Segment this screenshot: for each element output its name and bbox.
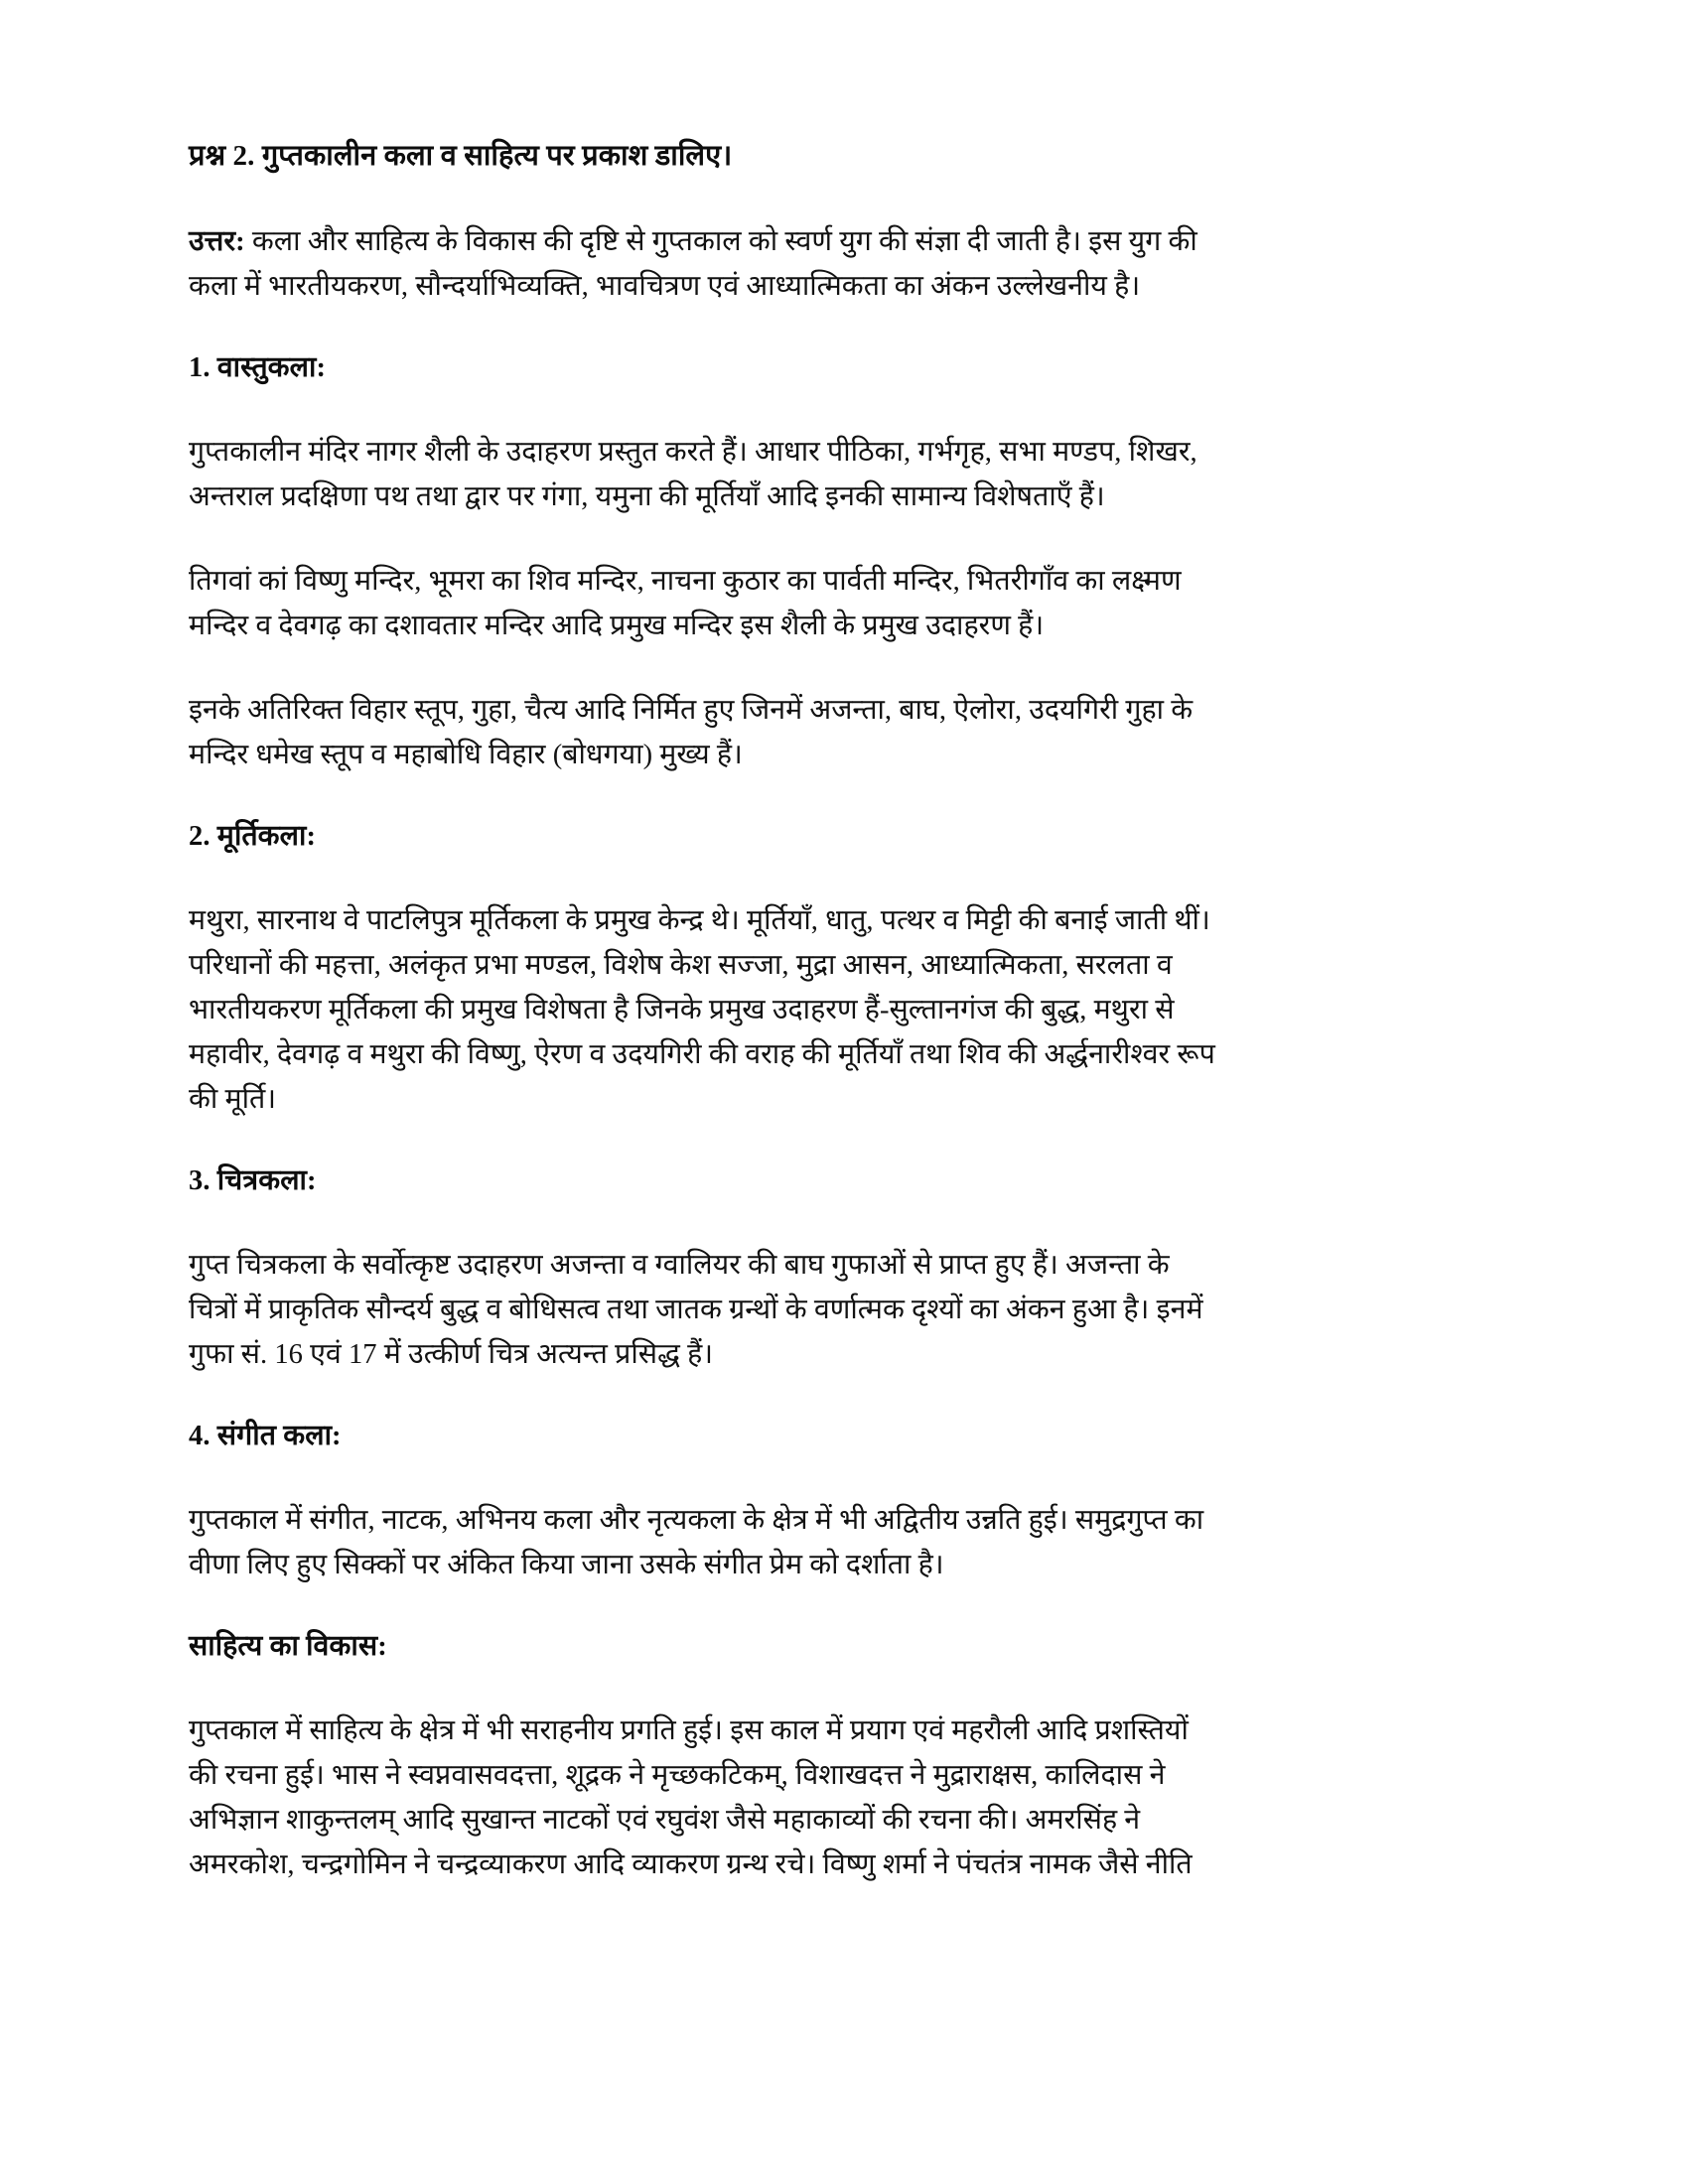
paragraph-vastukala-3: इनके अतिरिक्त विहार स्तूप, गुहा, चैत्य आदि निर्मित हुए जिनमें अजन्ता, बाघ, ऐलोरा, उदयगिरी गुहा के मन्दिर धमेख स्तूप व महाबोधि विहार (बोधगया) मुख्य हैं। [189, 695, 1194, 771]
answer-intro-text: कला और साहित्य के विकास की दृष्टि से गुप्तकाल को स्वर्ण युग की संज्ञा दी जाती है। इस युग की कला में भारतीयकरण, सौन्दर्याभिव्यक्ति, भावचित्रण एवं आध्यात्मिकता का अंकन उल्लेखनीय है। [189, 226, 1197, 303]
paragraph-murtikala-1: मथुरा, सारनाथ वे पाटलिपुत्र मूर्तिकला के प्रमुख केन्द्र थे। मूर्तियाँ, धातु, पत्थर व मिट्टी की बनाई जाती थीं। परिधानों की महत्ता, अलंकृत प्रभा मण्डल, विशेष केश सज्जा, मुद्रा आसन, आध्यात्मिकता, सरलता व भारतीयकरण मूर्तिकला की प्रमुख विशेषता है जिनके प्रमुख उदाहरण हैं-सुल्तानगंज की बुद्ध, मथुरा से महावीर, देवगढ़ व मथुरा की विष्णु, ऐरण व उदयगिरी की वराह की मूर्तियाँ तथा शिव की अर्द्धनारीश्वर रूप की मूर्ति। [189, 905, 1215, 1116]
paragraph-chitrakala-1: गुप्त चित्रकला के सर्वोत्कृष्ट उदाहरण अजन्ता व ग्वालियर की बाघ गुफाओं से प्राप्त हुए हैं। अजन्ता के चित्रों में प्राकृतिक सौन्दर्य बुद्ध व बोधिसत्व तथा जातक ग्रन्थों के वर्णात्मक दृश्यों का अंकन हुआ है। इनमें गुफा सं. 16 एवं 17 में उत्कीर्ण चित्र अत्यन्त प्रसिद्ध हैं। [189, 1250, 1203, 1371]
paragraph-vastukala-1: गुप्तकालीन मंदिर नागर शैली के उदाहरण प्रस्तुत करते हैं। आधार पीठिका, गर्भगृह, सभा मण्डप, शिखर, अन्तराल प्रदक्षिणा पथ तथा द्वार पर गंगा, यमुना की मूर्तियाँ आदि इनकी सामान्य विशेषताएँ हैं। [189, 437, 1197, 513]
paragraph-sangeet-kala-1: गुप्तकाल में संगीत, नाटक, अभिनय कला और नृत्यकला के क्षेत्र में भी अद्वितीय उन्नति हुई। समुद्रगुप्त का वीणा लिए हुए सिक्कों पर अंकित किया जाना उसके संगीत प्रेम को दर्शाता है। [189, 1504, 1204, 1580]
section-heading-sangeet-kala: 4. संगीत कला: [189, 1421, 342, 1452]
document-content [189, 137, 1216, 1887]
answer-paragraph [189, 219, 1216, 309]
paragraph-vastukala-2: तिगवां कां विष्णु मन्दिर, भूमरा का शिव मन्दिर, नाचना कुठार का पार्वती मन्दिर, भितरीगाँव का लक्ष्मण मन्दिर व देवगढ़ का दशावतार मन्दिर आदि प्रमुख मन्दिर इस शैली के प्रमुख उदाहरण हैं। [189, 566, 1182, 642]
paragraph-sahitya-vikas-1: गुप्तकाल में साहित्य के क्षेत्र में भी सराहनीय प्रगति हुई। इस काल में प्रयाग एवं महरौली आदि प्रशस्तियों की रचना हुई। भास ने स्वप्नवासवदत्ता, शूद्रक ने मृच्छकटिकम्, विशाखदत्त ने मुद्राराक्षस, कालिदास ने अभिज्ञान शाकुन्तलम् आदि सुखान्त नाटकों एवं रघुवंश जैसे महाकाव्यों की रचना की। अमरसिंह ने अमरकोश, चन्द्रगोमिन ने चन्द्रव्याकरण आदि व्याकरण ग्रन्थ रचे। विष्णु शर्मा ने पंचतंत्र नामक जैसे नीति [189, 1714, 1193, 1880]
section-heading-vastukala: 1. वास्तुकला: [189, 352, 327, 384]
section-heading-sahitya-vikas: साहित्य का विकास: [189, 1630, 387, 1662]
section-heading-chitrakala: 3. चित्रकला: [189, 1165, 317, 1197]
question-title: प्रश्न 2. गुप्तकालीन कला व साहित्य पर प्रकाश डालिए। [189, 140, 733, 172]
answer-label: उत्तर: [189, 226, 245, 258]
section-heading-murtikala: 2. मूर्तिकला: [189, 821, 317, 853]
